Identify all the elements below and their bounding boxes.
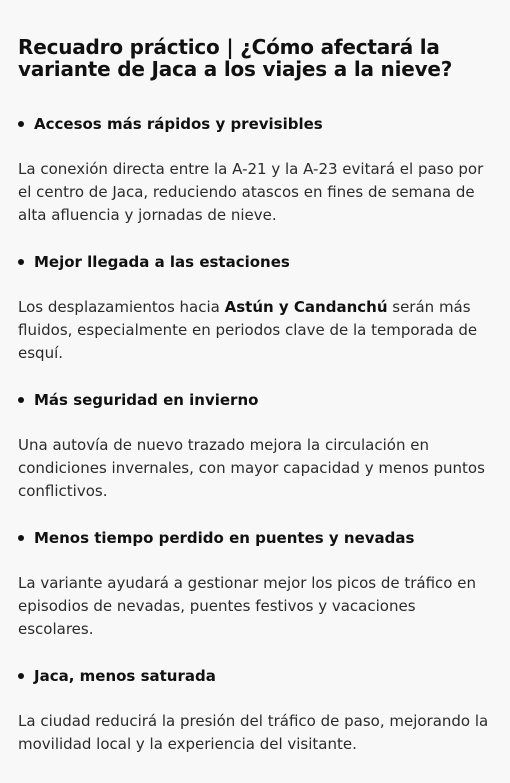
section-jaca-saturada	[18, 665, 492, 756]
section-paragraph: Una autovía de nuevo trazado mejora la circulación en condiciones invernales, con mayor capacidad y menos puntos conflictivos.	[18, 436, 485, 500]
bullet-icon	[18, 535, 24, 541]
bullet-icon	[18, 673, 24, 679]
section-heading	[18, 113, 492, 135]
section-heading	[18, 389, 492, 411]
section-heading-text: Mejor llegada a las estaciones	[34, 253, 290, 271]
paragraph-bold-text: Astún y Candanchú	[224, 298, 388, 316]
section-heading-text: Jaca, menos saturada	[34, 667, 216, 685]
section-heading	[18, 527, 492, 549]
section-paragraph	[18, 296, 492, 365]
paragraph-text: Los desplazamientos hacia	[18, 298, 225, 316]
section-paragraph: La variante ayudará a gestionar mejor los picos de tráfico en episodios de nevadas, puentes festivos y vacaciones escolares.	[18, 574, 476, 638]
box-title: Recuadro práctico | ¿Cómo afectará la variante de Jaca a los viajes a la nieve?	[18, 35, 453, 81]
section-estaciones	[18, 251, 492, 365]
bullet-icon	[18, 397, 24, 403]
section-heading-text: Menos tiempo perdido en puentes y nevadas	[34, 529, 415, 547]
section-paragraph: La ciudad reducirá la presión del tráfico de paso, mejorando la movilidad local y la experiencia del visitante.	[18, 712, 489, 753]
bullet-icon	[18, 259, 24, 265]
section-heading	[18, 665, 492, 687]
section-heading	[18, 251, 492, 273]
section-puentes-nevadas	[18, 527, 492, 641]
bullet-icon	[18, 121, 24, 127]
section-heading-text: Accesos más rápidos y previsibles	[34, 115, 323, 133]
section-seguridad	[18, 389, 492, 503]
section-paragraph: La conexión directa entre la A-21 y la A-23 evitará el paso por el centro de Jaca, reduciendo atascos en fines de semana de alta afluencia y jornadas de nieve.	[18, 160, 484, 224]
section-heading-text: Más seguridad en invierno	[34, 391, 259, 409]
section-accesos	[18, 113, 492, 227]
paragraph-text: serán más fluidos, especialmente en periodos clave de la temporada de esquí.	[18, 298, 478, 362]
